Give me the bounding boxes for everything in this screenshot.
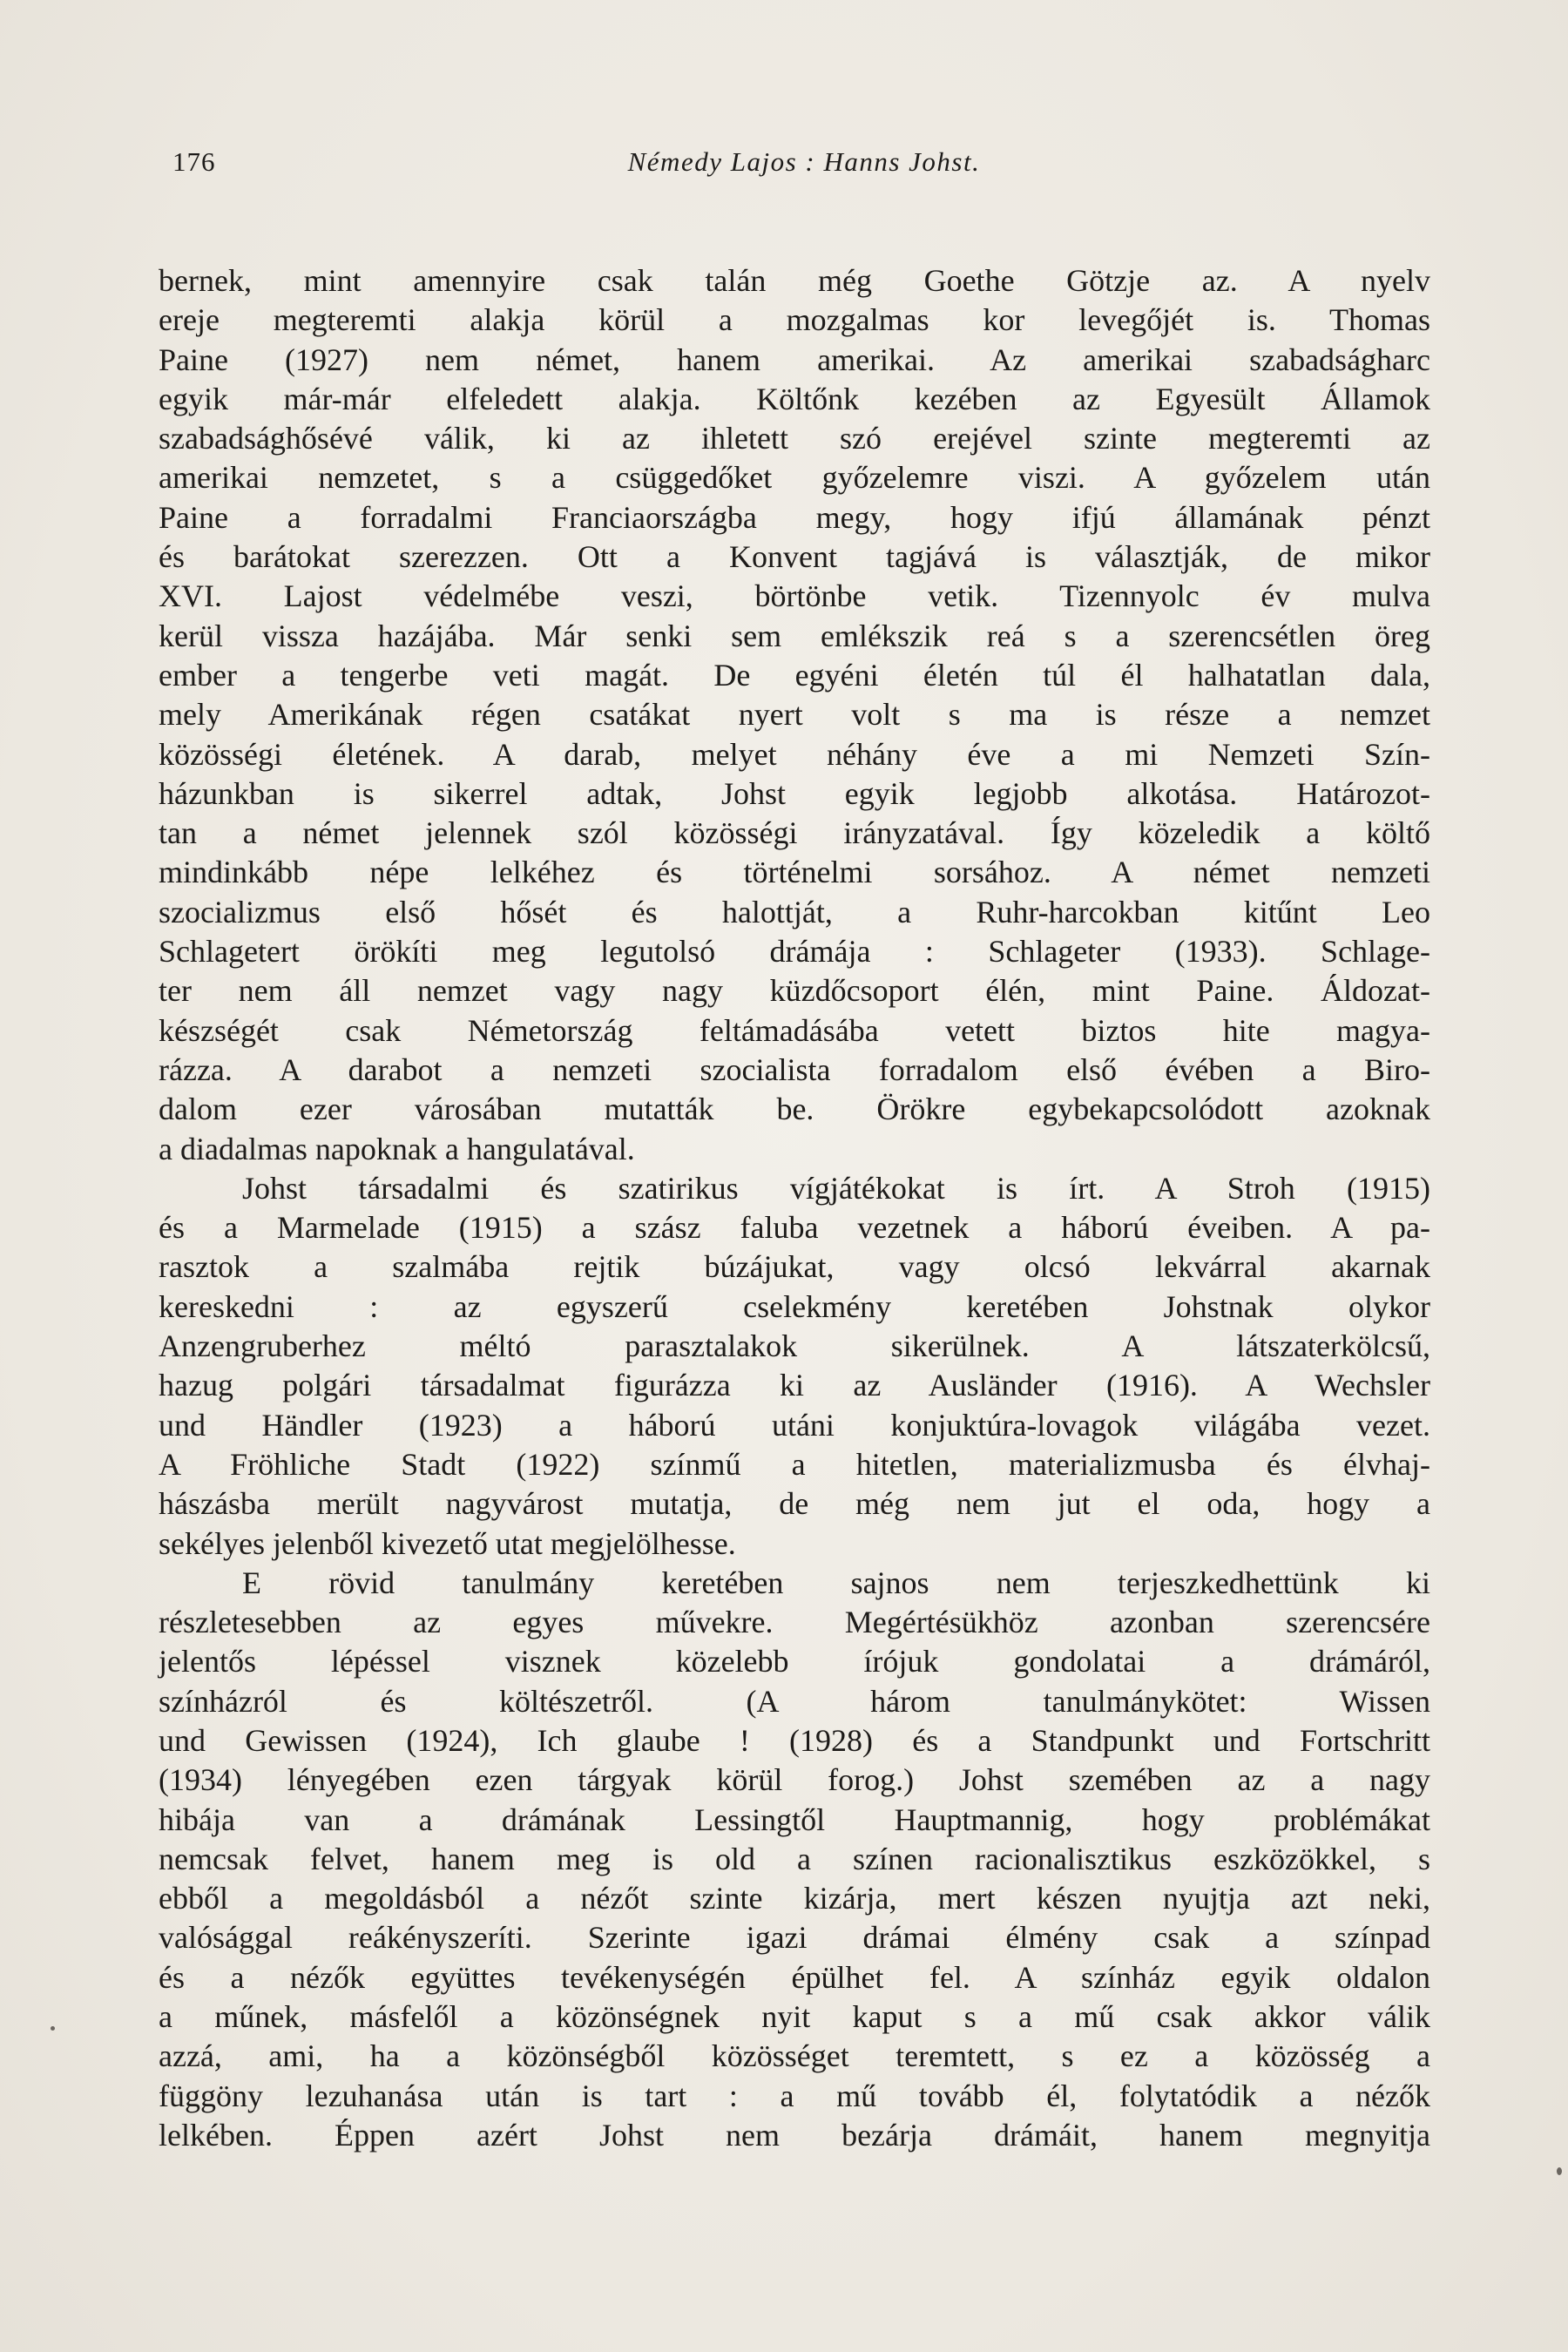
text-line: bernek, mint amennyire csak talán még Goethe Götzje az. A nyelv <box>159 263 1430 298</box>
text-line: a műnek, másfelől a közönségnek nyit kaput s a mű csak akkor válik <box>159 1999 1430 2035</box>
text-line: szabadsághősévé válik, ki az ihletett szó erejével szinte megteremti az <box>159 421 1430 456</box>
text-line: a diadalmas napoknak a hangulatával. <box>159 1131 635 1166</box>
text-line: készségét csak Németország feltámadásába vetett biztos hite magya- <box>159 1012 1430 1048</box>
text-line: nemcsak felvet, hanem meg is old a színen racionalisztikus eszközökkel, s <box>159 1841 1430 1876</box>
text-line: és a Marmelade (1915) a szász faluba vezetnek a háború éveiben. A pa- <box>159 1210 1430 1246</box>
text-line: rázza. A darabot a nemzeti szocialista forradalom első évében a Biro- <box>159 1051 1430 1087</box>
text-line: und Händler (1923) a háború utáni konjuktúra-lovagok világába vezet. <box>159 1407 1430 1443</box>
text-line: ereje megteremti alakja körül a mozgalmas kor levegőjét is. Thomas <box>159 302 1430 338</box>
text-line: Schlagetert örökíti meg legutolsó drámája : Schlageter (1933). Schlage- <box>159 934 1430 970</box>
text-line: XVI. Lajost védelmébe veszi, börtönbe vetik. Tizennyolc év mulva <box>159 578 1430 614</box>
text-line: jelentős lépéssel visznek közelebb írójuk gondolatai a drámáról, <box>159 1644 1430 1680</box>
paper-speck <box>1557 2167 1562 2175</box>
text-line: Johst társadalmi és szatirikus vígjátékokat is írt. A Stroh (1915) <box>242 1170 1430 1206</box>
running-head <box>172 146 1436 190</box>
text-line: A Fröhliche Stadt (1922) színmű a hitetlen, materializmusba és élvhaj- <box>159 1446 1430 1482</box>
text-line: ter nem áll nemzet vagy nagy küzdőcsoport élén, mint Paine. Áldozat- <box>159 973 1430 1009</box>
text-line: egyik már-már elfeledett alakja. Költőnk kezében az Egyesült Államok <box>159 381 1430 416</box>
text-line: rasztok a szalmába rejtik búzájukat, vagy olcsó lekvárral akarnak <box>159 1249 1430 1285</box>
text-line: lelkében. Éppen azért Johst nem bezárja drámáit, hanem megnyitja <box>159 2117 1430 2153</box>
text-line: E rövid tanulmány keretében sajnos nem terjeszkedhettünk ki <box>242 1565 1430 1600</box>
text-line: ebből a megoldásból a nézőt szinte kizárja, mert készen nyujtja azt neki, <box>159 1881 1430 1916</box>
text-line: hibája van a drámának Lessingtől Hauptmannig, hogy problémákat <box>159 1801 1430 1837</box>
text-line: Anzengruberhez méltó parasztalakok sikerülnek. A látszaterkölcsű, <box>159 1328 1430 1364</box>
text-line: szocializmus első hősét és halottját, a Ruhr-harcokban kitűnt Leo <box>159 894 1430 929</box>
text-line: és a nézők együttes tevékenységén épülhet fel. A színház egyik oldalon <box>159 1959 1430 1995</box>
text-line: hazug polgári társadalmat figurázza ki az Ausländer (1916). A Wechsler <box>159 1368 1430 1403</box>
text-line: hászásba merült nagyvárost mutatja, de még nem jut el oda, hogy a <box>159 1486 1430 1522</box>
body-text <box>159 261 1430 2155</box>
text-line: azzá, ami, ha a közönségből közösséget teremtett, s ez a közösség a <box>159 2038 1430 2074</box>
text-line: házunkban is sikerrel adtak, Johst egyik legjobb alkotása. Határozot- <box>159 775 1430 811</box>
text-line: kereskedni : az egyszerű cselekmény keretében Johstnak olykor <box>159 1288 1430 1324</box>
page-number: 176 <box>172 146 216 177</box>
text-line: mely Amerikának régen csatákat nyert volt s ma is része a nemzet <box>159 697 1430 733</box>
paper-speck <box>51 2026 55 2031</box>
running-head-title: Némedy Lajos : Hanns Johst. <box>627 146 981 177</box>
text-line: kerül vissza hazájába. Már senki sem emlékszik reá s a szerencsétlen öreg <box>159 618 1430 653</box>
text-line: dalom ezer városában mutatták be. Örökre egybekapcsolódott azoknak <box>159 1092 1430 1127</box>
text-line: amerikai nemzetet, s a csüggedőket győzelemre viszi. A győzelem után <box>159 460 1430 496</box>
text-line: színházról és költészetről. (A három tanulmánykötet: Wissen <box>159 1683 1430 1719</box>
text-line: közösségi életének. A darab, melyet néhány éve a mi Nemzeti Szín- <box>159 736 1430 772</box>
text-line: valósággal reákényszeríti. Szerinte igazi drámai élmény csak a színpad <box>159 1920 1430 1956</box>
text-line: ember a tengerbe veti magát. De egyéni életén túl él halhatatlan dala, <box>159 657 1430 693</box>
text-line: und Gewissen (1924), Ich glaube ! (1928) és a Standpunkt und Fortschritt <box>159 1722 1430 1758</box>
text-line: tan a német jelennek szól közösségi irányzatával. Így közeledik a költő <box>159 815 1430 851</box>
text-line: Paine a forradalmi Franciaországba megy, hogy ifjú államának pénzt <box>159 499 1430 535</box>
text-line: és barátokat szerezzen. Ott a Konvent tagjává is választják, de mikor <box>159 539 1430 575</box>
text-line: sekélyes jelenből kivezető utat megjelölhesse. <box>159 1525 736 1561</box>
text-line: részletesebben az egyes művekre. Megértésükhöz azonban szerencsére <box>159 1605 1430 1640</box>
text-line: Paine (1927) nem német, hanem amerikai. Az amerikai szabadságharc <box>159 341 1430 377</box>
text-line: mindinkább népe lelkéhez és történelmi sorsához. A német nemzeti <box>159 855 1430 890</box>
text-line: (1934) lényegében ezen tárgyak körül forog.) Johst szemében az a nagy <box>159 1762 1430 1798</box>
text-line: függöny lezuhanása után is tart : a mű tovább él, folytatódik a nézők <box>159 2078 1430 2113</box>
